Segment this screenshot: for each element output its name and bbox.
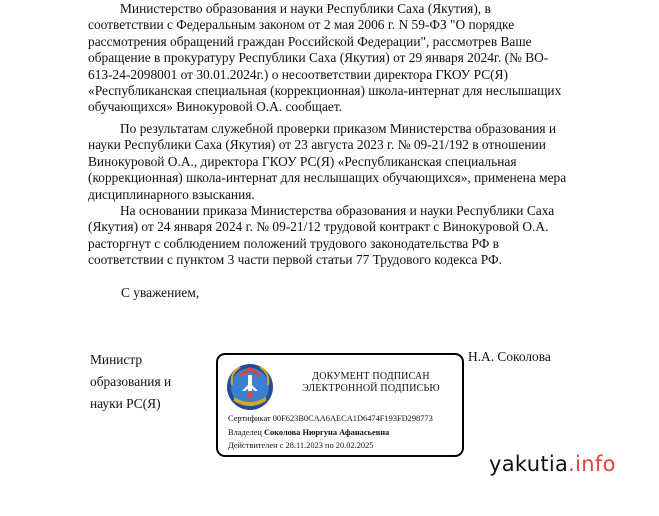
paragraph-3 <box>88 203 608 269</box>
stamp-title-line: ЭЛЕКТРОННОЙ ПОДПИСЬЮ <box>302 383 440 394</box>
validity-to: 20.02.2025 <box>335 441 374 450</box>
signatory-title-line: образования и <box>90 374 172 389</box>
validity-label: Действителен <box>228 441 278 450</box>
paragraph-1-line: «Республиканская специальная (коррекционная) школа-интернат для неслышащих <box>88 83 562 99</box>
paragraph-3-line: соответствии с пунктом 3 части первой статьи 77 Трудового кодекса РФ. <box>88 252 502 268</box>
paragraph-1-line: 613-24-2098001 от 30.01.2024г.) о несоответствии директора ГКОУ РС(Я) <box>88 66 508 82</box>
owner-label: Владелец <box>228 428 262 437</box>
yakutia-coat-of-arms-icon <box>226 361 274 413</box>
paragraph-1-line: Министерство образования и науки Республики Саха (Якутия), в <box>120 1 491 16</box>
validity-to-label: по <box>324 441 334 450</box>
greeting: С уважением, <box>121 285 200 300</box>
validity-from: 28.11.2023 <box>285 441 323 450</box>
validity-from-label: с <box>279 441 284 450</box>
paragraph-2-line: Винокуровой О.А., директора ГКОУ РС(Я) «Республиканская специальная <box>88 153 517 169</box>
paragraph-1-line: обращение в прокуратуру Республики Саха (Якутия) от 29 января 2024г. (№ ВО- <box>88 50 549 66</box>
paragraph-1-line: обучающихся» Винокуровой О.А. сообщает. <box>88 99 343 115</box>
paragraph-2-line: науки Республики Саха (Якутия) от 23 августа 2023 г. № 09-21/192 в отношении <box>88 137 546 153</box>
paragraph-1-line: соответствии с Федеральным законом от 2 мая 2006 г. N 59-ФЗ "О порядке <box>88 17 515 33</box>
owner-value: Соколова Нюргуна Афанасьевна <box>263 428 390 437</box>
watermark-brand: yakutia <box>489 452 569 476</box>
paragraph-1 <box>88 1 608 116</box>
paragraph-2-line: (коррекционная) школа-интернат для неслышащих обучающихся», применена мера <box>88 170 567 186</box>
electronic-signature-stamp <box>216 353 464 457</box>
signatory-title-line: науки РС(Я) <box>90 396 161 411</box>
certificate-row <box>228 414 433 424</box>
certificate-label: Сертификат <box>228 414 271 423</box>
certificate-value: 00F623B0CAA6AECA1D6474F193FD298773 <box>272 414 433 423</box>
watermark-tld: .info <box>568 452 616 476</box>
paragraph-3-line: расторгнут с соблюдением положений трудового законодательства РФ в <box>88 235 500 251</box>
site-watermark <box>489 452 616 476</box>
paragraph-3-line: На основании приказа Министерства образования и науки Республики Саха <box>120 203 555 218</box>
paragraph-2 <box>88 121 608 203</box>
owner-row <box>228 428 389 438</box>
validity-row <box>228 441 373 451</box>
paragraph-3-line: (Якутия) от 24 января 2024 г. № 09-21/12 трудовой контракт с Винокуровой О.А. <box>88 219 549 235</box>
paragraph-2-line: дисциплинарного взыскания. <box>88 186 255 202</box>
stamp-title-line: ДОКУМЕНТ ПОДПИСАН <box>312 371 430 382</box>
signatory-title-line: Министр <box>90 352 143 367</box>
paragraph-1-line: рассмотрения обращений граждан Российской Федерации", рассмотрев Ваше <box>88 33 532 49</box>
signatory-name: Н.А. Соколова <box>468 349 551 364</box>
paragraph-2-line: По результатам служебной проверки приказом Министерства образования и <box>120 121 557 136</box>
stamp-title <box>282 371 460 395</box>
signatory-title <box>90 349 171 415</box>
